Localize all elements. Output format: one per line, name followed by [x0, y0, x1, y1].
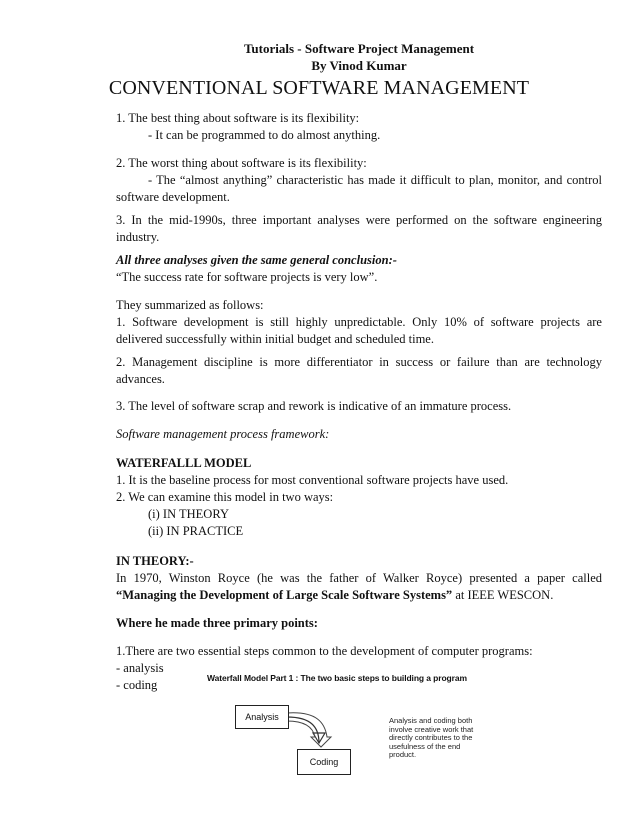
figure-title: Waterfall Model Part 1 : The two basic steps to building a program — [207, 673, 467, 683]
summary-point-3: 3. The level of software scrap and rework is indicative of an immature process. — [116, 399, 512, 413]
page-title: CONVENTIONAL SOFTWARE MANAGEMENT — [108, 77, 530, 99]
waterfall-point-1: 1. It is the baseline process for most conventional software projects have used. — [116, 473, 509, 487]
point-3: 3. In the mid-1990s, three important analyses were performed on the software engineering industry. — [116, 213, 602, 244]
theory-text: In 1970, Winston Royce (he was the father of Walker Royce) presented a paper called — [116, 571, 602, 585]
summary-point-1: 1. Software development is still highly unpredictable. Only 10% of software projects are delivered successfully within initial budget and scheduled time. — [116, 315, 602, 346]
coding-box-label: Coding — [309, 757, 339, 767]
theory-venue: at IEEE WESCON. — [452, 588, 554, 602]
analysis-box-label: Analysis — [245, 712, 279, 722]
waterfall-way-practice: (ii) IN PRACTICE — [148, 524, 244, 538]
theory-paper-line — [116, 587, 602, 604]
waterfall-figure — [207, 673, 497, 783]
conclusion-quote: “The success rate for software projects is very low”. — [116, 270, 378, 284]
step-coding: - coding — [116, 678, 158, 692]
waterfall-point-2: 2. We can examine this model in two ways: — [116, 490, 334, 504]
waterfall-heading: WATERFALLL MODEL — [116, 456, 252, 470]
point-2-heading: 2. The worst thing about software is its flexibility: — [116, 156, 367, 170]
theory-heading: IN THEORY:- — [116, 554, 194, 568]
conclusion-heading: All three analyses given the same general conclusion:- — [116, 253, 397, 267]
point-2-detail: - The “almost anything” characteristic has made it difficult to plan, monitor, and control software development. — [116, 173, 602, 204]
waterfall-way-theory: (i) IN THEORY — [148, 507, 230, 521]
framework-heading: Software management process framework: — [116, 427, 330, 441]
essential-steps: 1.There are two essential steps common to the development of computer programs: — [116, 644, 533, 658]
summary-point-2: 2. Management discipline is more differentiator in success or failure than are technology advances. — [116, 355, 602, 386]
header-author-line: By Vinod Kumar — [311, 58, 407, 73]
step-analysis: - analysis — [116, 661, 164, 675]
summary-intro: They summarized as follows: — [116, 298, 264, 312]
analysis-box — [235, 705, 289, 729]
points-heading: Where he made three primary points: — [116, 616, 318, 630]
coding-box — [297, 749, 351, 775]
point-1-heading: 1. The best thing about software is its flexibility: — [116, 111, 360, 125]
figure-note: Analysis and coding both involve creative work that directly contributes to the usefulness of the end product. — [389, 716, 474, 759]
point-1-detail: - It can be programmed to do almost anything. — [148, 128, 381, 142]
theory-paper-title: “Managing the Development of Large Scale Software Systems” — [116, 588, 453, 602]
header-course-line: Tutorials - Software Project Management — [243, 41, 475, 56]
